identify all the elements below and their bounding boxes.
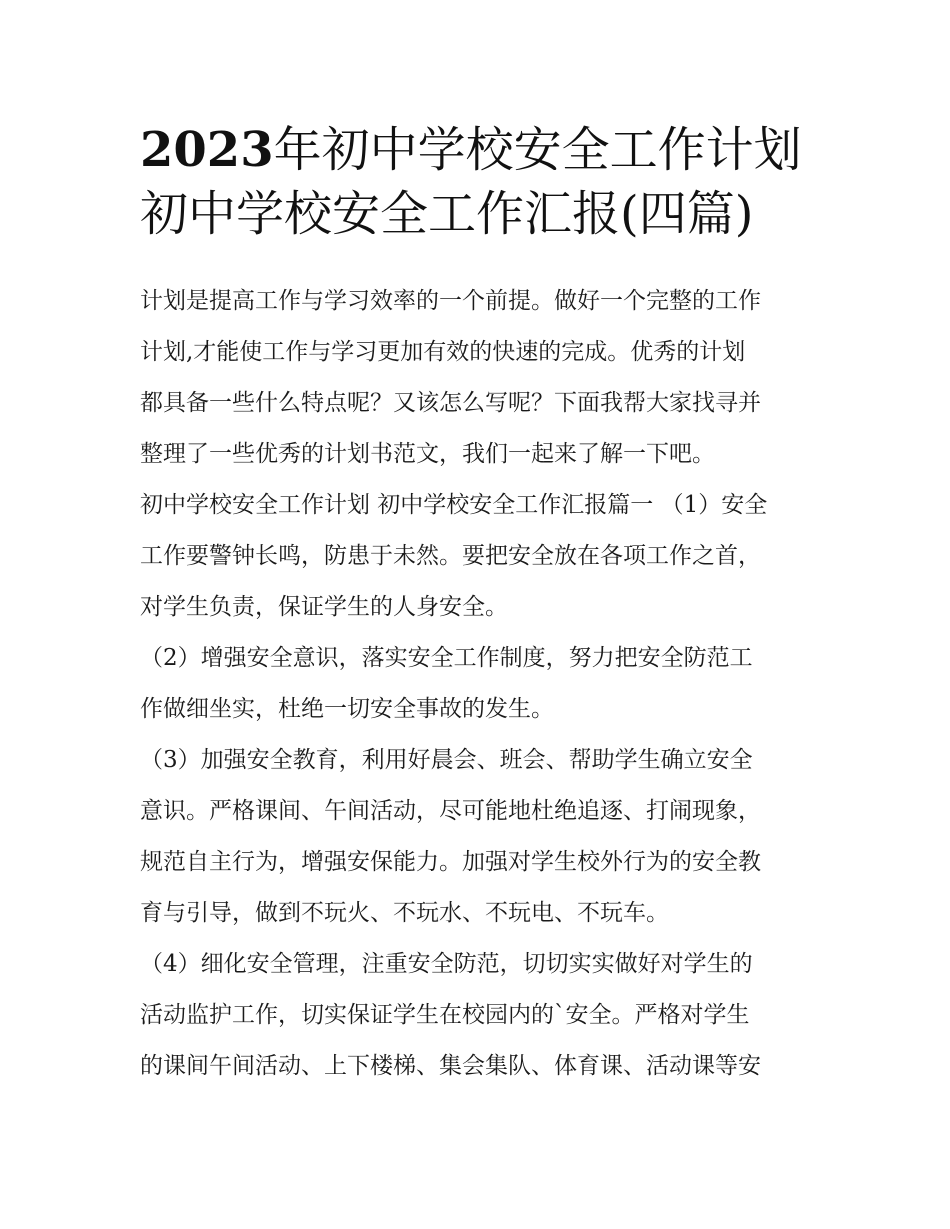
body-line: 对学生负责，保证学生的人身安全。 [140,594,508,620]
document-body [140,276,820,1092]
body-line: 作做细坐实，杜绝一切安全事故的发生。 [140,696,554,722]
body-line: （2）增强安全意识，落实安全工作制度，努力把安全防范工 [140,645,753,671]
body-line: 计划是提高工作与学习效率的一个前提。做好一个完整的工作 [140,288,761,314]
title-year: 2023 [140,122,274,178]
title-line1-text: 年初中学校安全工作计划 [273,122,802,178]
title-line2-text: 初中学校安全工作汇报(四篇) [140,186,754,242]
body-line: 整理了一些优秀的计划书范文，我们一起来了解一下吧。 [140,441,715,467]
body-line: 初中学校安全工作计划 初中学校安全工作汇报篇一 （1）安全 [140,492,768,518]
body-line: 育与引导，做到不玩火、不玩水、不玩电、不玩车。 [140,900,669,926]
body-line: （4）细化安全管理，注重安全防范，切切实实做好对学生的 [140,951,753,977]
body-line: 的课间午间活动、上下楼梯、集会集队、体育课、活动课等安 [140,1053,761,1079]
body-line: 工作要警钟长鸣，防患于未然。要把安全放在各项工作之首， [140,543,761,569]
body-line: 意识。严格课间、午间活动，尽可能地杜绝追逐、打闹现象， [140,798,761,824]
document-title [140,118,820,246]
body-line: 活动监护工作，切实保证学生在校园内的`安全。严格对学生 [140,1002,750,1028]
body-line: 规范自主行为，增强安保能力。加强对学生校外行为的安全教 [140,849,761,875]
body-line: （3）加强安全教育，利用好晨会、班会、帮助学生确立安全 [140,747,753,773]
body-line: 都具备一些什么特点呢？又该怎么写呢？下面我帮大家找寻并 [140,390,761,416]
body-line: 计划,才能使工作与学习更加有效的快速的完成。优秀的计划 [140,339,746,365]
